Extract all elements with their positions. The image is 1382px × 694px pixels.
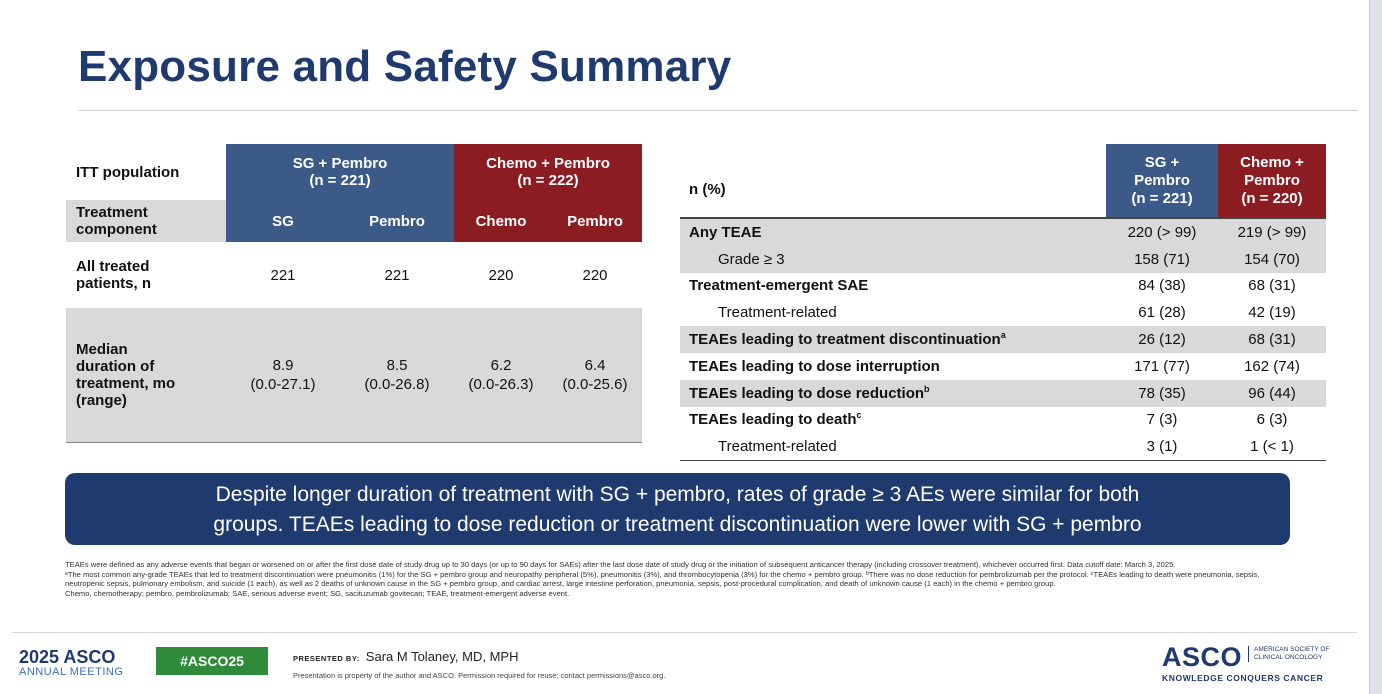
footnote: ᵃThe most common any-grade TEAEs that led to treatment discontinuation were pneumonitis (1%) for the SG + pembro group and neuropathy peripheral (5%), pneumonitis (3%), and thrombocytopenia (3%) for the chemo + pembro group. ᵇThere was no dose reduction for pembrolizumab per the protocol. ᶜTEAEs leading to death were pneumonia, sepsis, neutropenic sepsis, pulmonary embolism, and suicide (1 each), as well as 2 deaths of unknown cause in the SG + pembro group, and cardiac arrest, large intestine perforation, pneumonia, sepsis, post-procedural complication, and death of unknown cause (1 each) in the chemo + pembro group. [65, 569, 1260, 589]
row-value-chemo: 219 (> 99) [1218, 218, 1326, 246]
row-label: Treatment-related [718, 304, 837, 322]
row-value-chemo: 68 (31) [1218, 326, 1326, 353]
row-label: Treatment-emergent SAE [689, 277, 869, 295]
key-takeaway-callout: Despite longer duration of treatment with SG + pembro, rates of grade ≥ 3 AEs were similar for both groups. TEAEs leading to dose reduction or treatment discontinuation were lower with SG + pembro [65, 473, 1290, 545]
property-note: Presentation is property of the author and ASCO. Permission required for reuse; contact permissions@asco.org. [293, 671, 666, 680]
row-value-sg: 7 (3) [1146, 411, 1178, 429]
treatment-component-label: Treatment component [66, 200, 226, 242]
hashtag-badge: #ASCO25 [156, 647, 268, 675]
asco-society-logo: ASCO AMERICAN SOCIETY OF CLINICAL ONCOLOGY KNOWLEDGE CONQUERS CANCER [1162, 642, 1352, 683]
asco-annual-meeting-logo: 2025 ASCO ANNUAL MEETING [19, 647, 124, 678]
component-chemo: Chemo [454, 200, 548, 242]
window-edge [1369, 0, 1382, 694]
chemo-pembro-column-header: Chemo + Pembro (n = 220) [1218, 144, 1326, 218]
row-label: TEAEs leading to treatment discontinuation$^a$ [680, 326, 1106, 353]
row-value-chemo: 154 (70) [1218, 246, 1326, 273]
row-value-chemo: 42 (19) [1248, 304, 1296, 322]
footnote: TEAEs were defined as any adverse events that began or worsened on or after the first dose date of study drug up to 30 days (or up to 90 days for SAEs) after the last dose date of study drug or the initiation of subsequent anticancer therapy (including crossover treatment), whichever occurred first. Data cutoff date: March 3, 2025. [65, 560, 1176, 569]
row-value-chemo: 6 (3) [1256, 411, 1288, 429]
row-value-chemo: 162 (74) [1244, 357, 1300, 375]
row-value-chemo: 68 (31) [1248, 277, 1296, 295]
median-duration-label: Median duration of treatment, mo (range) [66, 308, 226, 443]
sg-pembro-column-header: SG + Pembro (n = 221) [1106, 144, 1218, 218]
row-value-sg: 78 (35) [1106, 380, 1218, 407]
row-label: TEAEs leading to dose interruption [689, 357, 940, 375]
duration-cell: 8.9 (0.0-27.1) [226, 308, 340, 443]
row-value-chemo: 1 (< 1) [1218, 433, 1326, 460]
footer-divider [12, 632, 1357, 633]
footnote: Chemo, chemotherapy; pembro, pembrolizumab; SAE, serious adverse event; SG, sacituzumab govitecan; TEAE, treatment-emergent adverse event. [65, 588, 570, 598]
duration-cell: 6.4 (0.0-25.6) [548, 308, 642, 443]
row-label: TEAEs leading to death$^c$ [689, 410, 862, 429]
page-title: Exposure and Safety Summary [78, 42, 732, 91]
safety-table [680, 144, 1326, 461]
row-label: TEAEs leading to dose reduction$^b$ [680, 380, 1106, 407]
treated-value: 220 [488, 266, 514, 284]
chemo-pembro-group-header: Chemo + Pembro (n = 222) [454, 144, 642, 200]
n-percent-label: n (%) [689, 181, 726, 198]
all-treated-label: All treated patients, n [76, 258, 152, 292]
row-value-sg: 84 (38) [1138, 277, 1186, 295]
component-sg: SG [226, 200, 340, 242]
duration-cell: 8.5 (0.0-26.8) [340, 308, 454, 443]
footnotes [65, 560, 1290, 598]
row-value-sg: 158 (71) [1106, 246, 1218, 273]
row-value-sg: 61 (28) [1138, 304, 1186, 322]
row-value-sg: 220 (> 99) [1106, 218, 1218, 246]
row-label: Any TEAE [680, 218, 1106, 246]
sg-pembro-group-header: SG + Pembro (n = 221) [226, 144, 454, 200]
title-divider [78, 110, 1358, 111]
component-pembro-chemo: Pembro [548, 200, 642, 242]
duration-cell: 6.2 (0.0-26.3) [454, 308, 548, 443]
row-value-chemo: 96 (44) [1218, 380, 1326, 407]
row-value-sg: 171 (77) [1134, 357, 1190, 375]
exposure-table [66, 144, 642, 443]
itt-population-label: ITT population [76, 163, 180, 181]
row-label: Grade ≥ 3 [680, 246, 1106, 273]
treated-value: 221 [384, 266, 410, 284]
row-value-sg: 3 (1) [1106, 433, 1218, 460]
treated-value: 221 [270, 266, 296, 284]
row-value-sg: 26 (12) [1106, 326, 1218, 353]
treated-value: 220 [582, 266, 608, 284]
row-label: Treatment-related [680, 433, 1106, 460]
presenter-credit: PRESENTED BY: Sara M Tolaney, MD, MPH [293, 649, 519, 664]
component-pembro-sg: Pembro [340, 200, 454, 242]
